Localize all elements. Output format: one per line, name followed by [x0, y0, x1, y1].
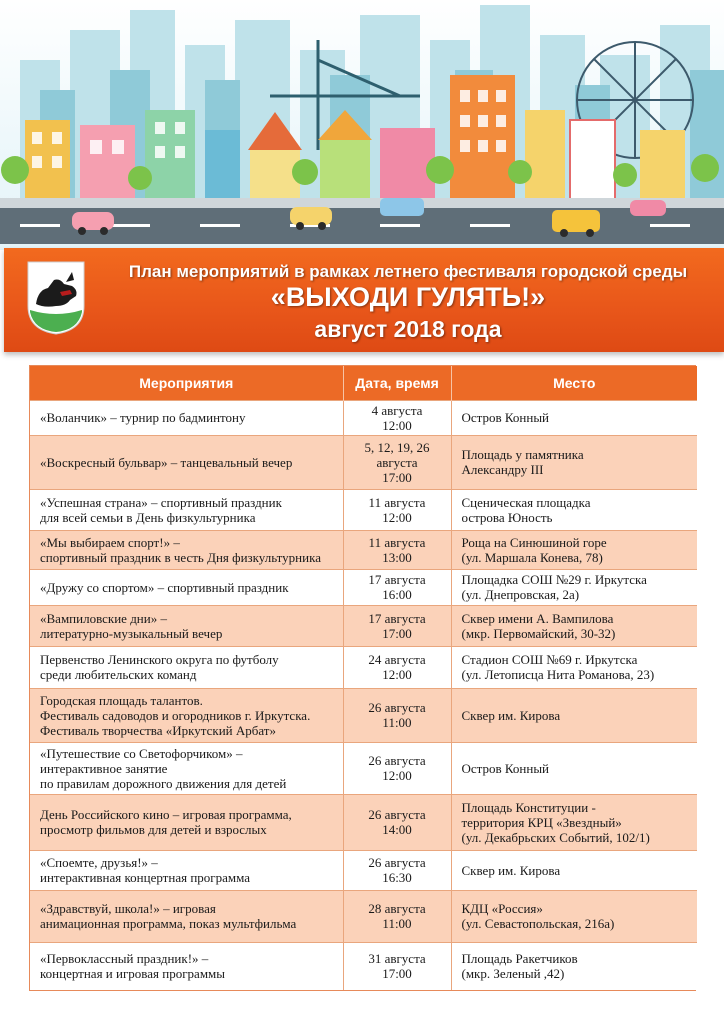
event-date: 4 августа 12:00 [343, 400, 451, 435]
event-name: «Путешествие со Светофорчиком» – интерактивное занятие по правилам дорожного движения для детей [30, 742, 343, 794]
event-place: Стадион СОШ №69 г. Иркутска (ул. Летописца Нита Романова, 23) [451, 646, 697, 688]
table-row [30, 850, 697, 890]
table-row [30, 435, 697, 489]
event-date: 11 августа 13:00 [343, 530, 451, 569]
event-name: «Дружу со спортом» – спортивный праздник [30, 569, 343, 605]
event-place: Роща на Синюшиной горе (ул. Маршала Конева, 78) [451, 530, 697, 569]
event-date: 26 августа 16:30 [343, 850, 451, 890]
event-place: Остров Конный [451, 400, 697, 435]
irkutsk-coat-of-arms-icon [26, 260, 86, 336]
festival-name: «ВЫХОДИ ГУЛЯТЬ!» [270, 282, 546, 312]
table-row [30, 794, 697, 850]
table-row [30, 890, 697, 942]
event-place: Площадь Ракетчиков (мкр. Зеленый ,42) [451, 942, 697, 990]
event-name: Первенство Ленинского округа по футболу среди любительских команд [30, 646, 343, 688]
event-name: День Российского кино – игровая программа, просмотр фильмов для детей и взрослых [30, 794, 343, 850]
event-name: «Вампиловские дни» – литературно-музыкальный вечер [30, 605, 343, 646]
event-place: Остров Конный [451, 742, 697, 794]
event-place: Площадь у памятника Александру III [451, 435, 697, 489]
event-name: «Первоклассный праздник!» – концертная и игровая программы [30, 942, 343, 990]
events-table [29, 365, 696, 991]
event-name: «Здравствуй, школа!» – игровая анимационная программа, показ мультфильма [30, 890, 343, 942]
table-row [30, 688, 697, 742]
column-header-events: Мероприятия [30, 366, 343, 400]
event-date: 17 августа 16:00 [343, 569, 451, 605]
event-date: 31 августа 17:00 [343, 942, 451, 990]
event-date: 26 августа 12:00 [343, 742, 451, 794]
event-date: 26 августа 11:00 [343, 688, 451, 742]
table-row [30, 742, 697, 794]
table-header-row [30, 366, 697, 400]
table-row [30, 530, 697, 569]
city-skyline-illustration [0, 0, 724, 250]
event-place: Сквер им. Кирова [451, 688, 697, 742]
event-name: «Мы выбираем спорт!» – спортивный праздник в честь Дня физкультурника [30, 530, 343, 569]
event-date: 26 августа 14:00 [343, 794, 451, 850]
event-place: Площадь Конституции - территория КРЦ «Звездный» (ул. Декабрьских Событий, 102/1) [451, 794, 697, 850]
event-place: Сквер имени А. Вампилова (мкр. Первомайский, 30-32) [451, 605, 697, 646]
table-row [30, 569, 697, 605]
event-name: «Воскресный бульвар» – танцевальный вечер [30, 435, 343, 489]
column-header-place: Место [451, 366, 697, 400]
festival-period: август 2018 года [314, 316, 502, 342]
table-row [30, 489, 697, 530]
event-place: Сквер им. Кирова [451, 850, 697, 890]
event-place: Площадка СОШ №29 г. Иркутска (ул. Днепровская, 2а) [451, 569, 697, 605]
event-place: КДЦ «Россия» (ул. Севастопольская, 216а) [451, 890, 697, 942]
table-row [30, 605, 697, 646]
event-name: «Воланчик» – турнир по бадминтону [30, 400, 343, 435]
table-row [30, 400, 697, 435]
table-row [30, 646, 697, 688]
event-date: 11 августа 12:00 [343, 489, 451, 530]
event-date: 28 августа 11:00 [343, 890, 451, 942]
table-row [30, 942, 697, 990]
event-date: 24 августа 12:00 [343, 646, 451, 688]
event-name: Городская площадь талантов. Фестиваль садоводов и огородников г. Иркутска. Фестиваль творчества «Иркутский Арбат» [30, 688, 343, 742]
event-name: «Споемте, друзья!» – интерактивная концертная программа [30, 850, 343, 890]
column-header-date-time: Дата, время [343, 366, 451, 400]
title-banner [4, 248, 724, 352]
event-date: 5, 12, 19, 26 августа 17:00 [343, 435, 451, 489]
event-name: «Успешная страна» – спортивный праздник для всей семьи в День физкультурника [30, 489, 343, 530]
event-date: 17 августа 17:00 [343, 605, 451, 646]
event-place: Сценическая площадка острова Юность [451, 489, 697, 530]
city-illustration [0, 0, 724, 250]
festival-plan-heading: План мероприятий в рамках летнего фестиваля городской среды [128, 262, 688, 281]
